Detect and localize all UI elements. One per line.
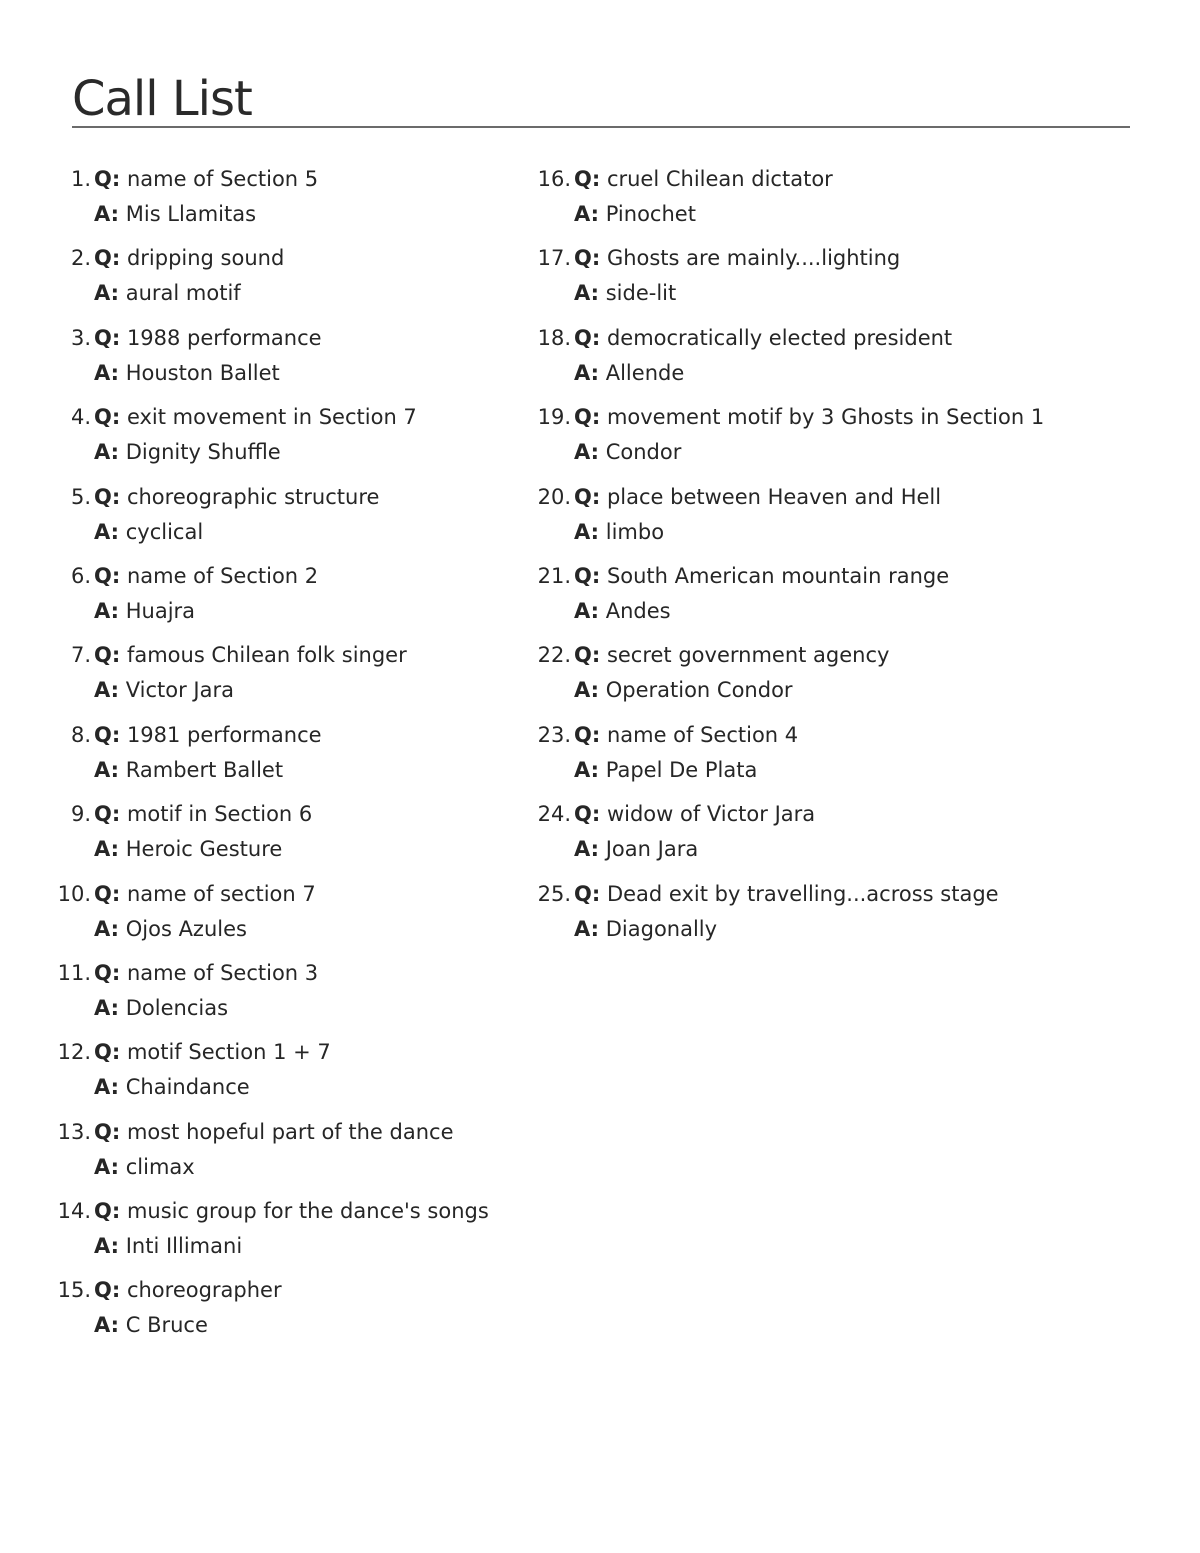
item-number: 23. [537,722,571,747]
question-line [574,401,1148,434]
item-number: 15. [57,1278,91,1303]
list-item [528,163,1148,242]
answer-label: A: [94,1234,120,1259]
question-label: Q: [94,1040,121,1065]
answer-label: A: [94,440,120,465]
list-item [528,878,1148,957]
list-item [528,639,1148,718]
answer-label: A: [94,519,120,544]
answer-label: A: [574,916,600,941]
answer-line [574,672,1148,708]
list-item [48,719,518,798]
question-label: Q: [94,960,121,985]
answer-text: Rambert Ballet [125,757,284,782]
question-text: dripping sound [126,246,285,271]
question-label: Q: [94,325,121,350]
question-line [574,719,1148,752]
question-line [574,560,1148,593]
answer-label: A: [94,202,120,226]
answer-line [94,196,518,232]
page-title: Call List [72,71,252,127]
list-item [48,639,518,718]
answer-line [574,355,1148,391]
answer-label: A: [94,598,120,623]
answer-label: A: [574,678,600,703]
question-line [94,322,518,355]
question-text: name of Section 3 [126,960,319,985]
question-label: Q: [574,246,601,271]
call-list-column-right [528,163,1148,957]
item-number: 22. [537,643,571,668]
question-line [94,1036,518,1069]
answer-line [94,1228,518,1264]
list-item [528,322,1148,401]
list-item [48,1195,518,1274]
list-item [48,163,518,242]
item-number: 24. [537,802,571,827]
question-label: Q: [94,881,121,906]
answer-line [94,990,518,1026]
list-item [528,242,1148,321]
question-label: Q: [94,802,121,827]
question-text: Ghosts are mainly....lighting [606,246,901,271]
answer-text: Heroic Gesture [125,837,283,862]
answer-text: side-lit [605,281,677,306]
question-text: famous Chilean folk singer [126,643,407,668]
answer-label: A: [94,281,120,306]
answer-line [574,831,1148,867]
question-label: Q: [94,484,121,509]
list-item [48,878,518,957]
answer-label: A: [574,202,600,226]
item-number: 7. [70,643,91,668]
item-number: 8. [70,722,91,747]
answer-line [94,831,518,867]
item-number: 11. [57,960,91,985]
question-line [94,481,518,514]
answer-line [94,275,518,311]
list-item [48,242,518,321]
question-label: Q: [94,167,121,191]
question-text: most hopeful part of the dance [126,1119,454,1144]
question-line [94,639,518,672]
answer-text: Houston Ballet [125,360,280,385]
question-text: widow of Victor Jara [606,802,816,827]
question-label: Q: [574,325,601,350]
question-text: name of section 7 [126,881,316,906]
question-line [94,719,518,752]
list-item [48,1274,518,1353]
answer-text: aural motif [125,281,241,306]
question-text: South American mountain range [606,563,950,588]
question-text: motif in Section 6 [126,802,313,827]
answer-text: Condor [605,440,682,465]
question-label: Q: [94,1199,121,1224]
answer-line [94,355,518,391]
answer-text: Mis Llamitas [125,202,257,226]
question-text: name of Section 2 [126,563,319,588]
answer-line [574,752,1148,788]
question-text: exit movement in Section 7 [126,405,417,430]
question-text: secret government agency [606,643,890,668]
answer-text: Diagonally [605,916,718,941]
item-number: 25. [537,881,571,906]
question-line [94,1274,518,1307]
item-number: 2. [70,246,91,271]
question-label: Q: [574,484,601,509]
question-line [94,560,518,593]
answer-line [574,911,1148,947]
question-label: Q: [574,722,601,747]
answer-text: Dolencias [125,995,229,1020]
question-text: motif Section 1 + 7 [126,1040,331,1065]
question-text: name of Section 5 [126,167,319,191]
answer-text: climax [125,1154,195,1179]
question-line [574,798,1148,831]
answer-text: limbo [605,519,665,544]
question-line [94,1116,518,1149]
answer-label: A: [94,1075,120,1100]
answer-label: A: [94,916,120,941]
question-label: Q: [574,802,601,827]
list-item [528,798,1148,877]
answer-line [574,434,1148,470]
list-item [528,719,1148,798]
question-line [94,401,518,434]
list-item [48,560,518,639]
question-label: Q: [574,881,601,906]
list-item [528,560,1148,639]
answer-text: cyclical [125,519,204,544]
question-label: Q: [574,167,601,191]
item-number: 16. [537,167,571,191]
question-line [574,878,1148,911]
question-line [94,957,518,990]
question-label: Q: [574,563,601,588]
item-number: 5. [70,484,91,509]
answer-text: Andes [605,598,671,623]
answer-line [94,514,518,550]
answer-label: A: [574,837,600,862]
question-label: Q: [94,643,121,668]
answer-line [94,593,518,629]
answer-line [94,1149,518,1185]
answer-label: A: [94,837,120,862]
list-item [48,322,518,401]
answer-line [94,1307,518,1343]
question-line [94,798,518,831]
question-text: choreographic structure [126,484,380,509]
item-number: 6. [70,563,91,588]
answer-text: Joan Jara [605,837,699,862]
question-text: choreographer [126,1278,282,1303]
item-number: 20. [537,484,571,509]
question-label: Q: [574,405,601,430]
question-label: Q: [574,643,601,668]
answer-label: A: [574,440,600,465]
answer-line [574,196,1148,232]
answer-label: A: [94,678,120,703]
item-number: 13. [57,1119,91,1144]
item-number: 17. [537,246,571,271]
answer-text: Papel De Plata [605,757,758,782]
question-line [574,481,1148,514]
question-line [574,639,1148,672]
question-label: Q: [94,1119,121,1144]
answer-text: Ojos Azules [125,916,247,941]
answer-text: Huajra [125,598,196,623]
question-text: name of Section 4 [606,722,799,747]
answer-label: A: [94,1154,120,1179]
answer-line [94,752,518,788]
answer-text: Operation Condor [605,678,793,703]
answer-text: Victor Jara [125,678,234,703]
question-text: 1981 performance [126,722,322,747]
answer-line [574,514,1148,550]
question-line [574,322,1148,355]
item-number: 4. [70,405,91,430]
item-number: 10. [57,881,91,906]
answer-label: A: [94,1313,120,1338]
question-text: place between Heaven and Hell [606,484,942,509]
answer-label: A: [574,360,600,385]
question-line [574,242,1148,275]
list-item [48,798,518,877]
question-text: movement motif by 3 Ghosts in Section 1 [606,405,1045,430]
answer-text: Pinochet [605,202,696,226]
item-number: 21. [537,563,571,588]
list-item [48,957,518,1036]
answer-label: A: [94,360,120,385]
question-label: Q: [94,246,121,271]
answer-text: Allende [605,360,685,385]
question-line [94,242,518,275]
answer-label: A: [94,757,120,782]
question-text: 1988 performance [126,325,322,350]
item-number: 1. [70,167,91,191]
question-text: democratically elected president [606,325,953,350]
list-item [48,1116,518,1195]
question-label: Q: [94,722,121,747]
question-text: cruel Chilean dictator [606,167,833,191]
answer-text: C Bruce [125,1313,208,1338]
answer-label: A: [574,757,600,782]
question-line [94,163,518,196]
answer-label: A: [574,281,600,306]
answer-line [574,593,1148,629]
answer-line [94,1069,518,1105]
list-item [48,1036,518,1115]
item-number: 19. [537,405,571,430]
list-item [528,481,1148,560]
answer-label: A: [574,598,600,623]
answer-line [94,911,518,947]
answer-text: Dignity Shuffle [125,440,281,465]
answer-line [94,434,518,470]
answer-line [574,275,1148,311]
question-label: Q: [94,563,121,588]
question-text: music group for the dance's songs [126,1199,489,1224]
question-line [574,163,1148,196]
item-number: 12. [57,1040,91,1065]
list-item [528,401,1148,480]
question-line [94,1195,518,1228]
question-line [94,878,518,911]
answer-text: Chaindance [125,1075,250,1100]
answer-line [94,672,518,708]
answer-text: Inti Illimani [125,1234,243,1259]
item-number: 18. [537,325,571,350]
call-list-column-left [48,163,518,1354]
list-item [48,401,518,480]
question-text: Dead exit by travelling...across stage [606,881,999,906]
title-divider [72,126,1130,128]
item-number: 9. [70,802,91,827]
item-number: 3. [70,325,91,350]
list-item [48,481,518,560]
question-label: Q: [94,1278,121,1303]
answer-label: A: [574,519,600,544]
question-label: Q: [94,405,121,430]
item-number: 14. [57,1199,91,1224]
answer-label: A: [94,995,120,1020]
